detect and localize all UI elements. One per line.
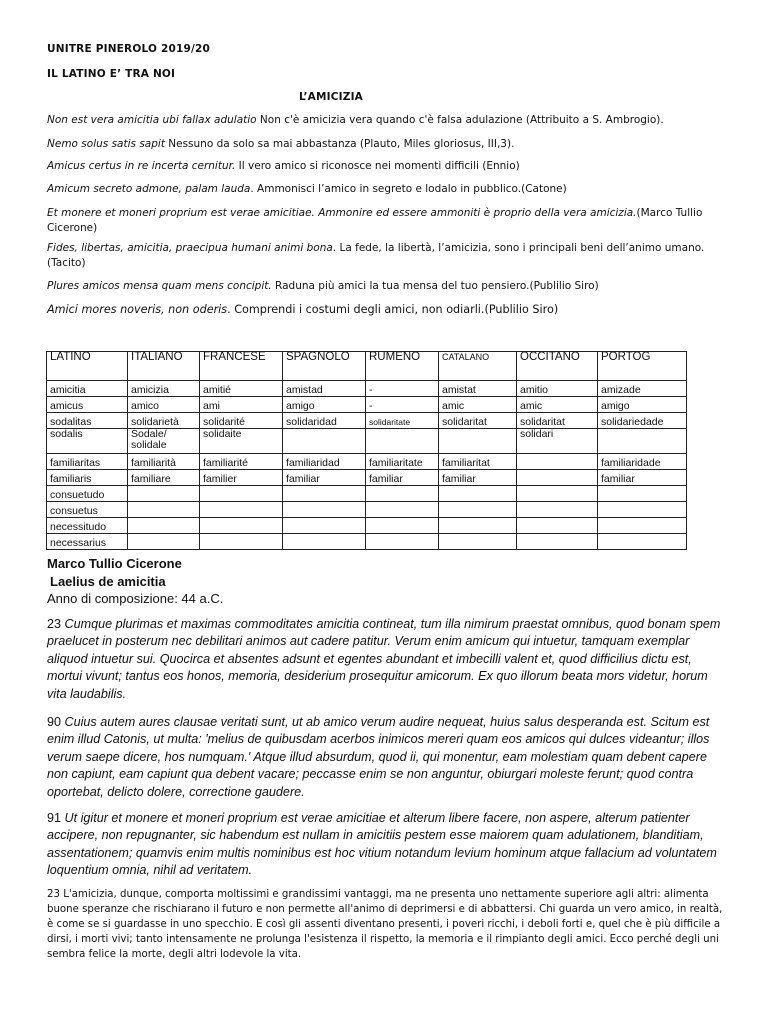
series-title: IL LATINO E’ TRA NOI <box>47 68 176 80</box>
course-header: UNITRE PINEROLO 2019/20 <box>47 43 211 55</box>
table-cell <box>517 518 598 534</box>
quote-translation: . Ammonisci l’amico in segreto e lodalo in pubblico.(Catone) <box>250 183 567 195</box>
table-cell: amicus <box>47 397 128 413</box>
passage-number: 91 <box>47 811 62 825</box>
quote-translation: Il vero amico si riconosce nei momenti difficili (Ennio) <box>235 160 520 172</box>
table-cell <box>366 534 439 550</box>
table-cell: solidari <box>517 429 598 454</box>
table-cell <box>366 502 439 518</box>
table-cell: familiar <box>283 470 366 486</box>
table-row <box>47 413 687 429</box>
table-cell <box>598 429 687 454</box>
table-row <box>47 518 687 534</box>
table-cell: solidaite <box>200 429 283 454</box>
table-cell: necessarius <box>47 534 128 550</box>
table-cell: amitio <box>517 381 598 397</box>
quote-2 <box>47 137 737 152</box>
table-cell <box>200 534 283 550</box>
table-cell <box>283 486 366 502</box>
table-cell: amizade <box>598 381 687 397</box>
table-cell: sodalitas <box>47 413 128 429</box>
table-row <box>47 486 687 502</box>
table-cell <box>283 518 366 534</box>
table-cell <box>128 486 200 502</box>
table-cell: familiare <box>128 470 200 486</box>
quote-translation: (Marco Tullio Cicerone) <box>47 207 703 234</box>
table-cell <box>128 518 200 534</box>
passage-text: Cumque plurimas et maximas commoditates amicitia contineat, tum illa nimirum praestat omnibus, quod bonam spem praelucet in posterum nec debilitari animos aut cadere patitur. Verum enim amicum qui intuetur, tamquam exemplar aliquod intuetur sui. Quocirca et absentes adsunt et egentes abundant et imbecilli valent et, quod difficilius dictu est, mortui vivunt; tantus eos honos, memoria, desiderium prosequitur amicorum. Ex quo illorum beata mors videtur, horum vita laudabilis. <box>47 617 721 701</box>
table-cell: familiaritate <box>366 454 439 470</box>
quote-latin: Amici mores noveris, non oderis <box>47 303 228 316</box>
table-cell <box>283 502 366 518</box>
passage-text: Cuius autem aures clausae veritati sunt, ut ab amico verum audire nequeat, huius salus desperanda est. Scitum est enim illud Catonis, ut multa: 'melius de quibusdam acerbos inimicos mereri quam eos amicos qui dulces videantur; illos verum saepe dicere, hos numquam.' Atque illud absurdum, quod ii, qui monentur, eam molestiam quam debent capere non capiunt, eam capiunt qua debent vacare; peccasse enim se non anguntur, obiurgari moleste ferunt; quod contra oportebat, delicto dolere, correctione gaudere. <box>47 715 710 799</box>
col-header: RUMENO <box>366 352 439 381</box>
quote-6 <box>47 241 737 271</box>
table-cell: familiaritat <box>439 454 517 470</box>
quote-translation: Raduna più amici la tua mensa del tuo pensiero.(Publilio Siro) <box>271 280 599 292</box>
table-cell: necessitudo <box>47 518 128 534</box>
table-cell: consuetudo <box>47 486 128 502</box>
quote-3 <box>47 159 737 174</box>
table-cell: familiaridad <box>283 454 366 470</box>
table-cell: familier <box>200 470 283 486</box>
table-cell: amistat <box>439 381 517 397</box>
table-cell <box>439 429 517 454</box>
table-cell <box>598 518 687 534</box>
table-cell <box>517 470 598 486</box>
passage-23 <box>47 616 727 703</box>
table-cell: amic <box>517 397 598 413</box>
quote-latin: Plures amicos mensa quam mens concipit. <box>47 280 272 292</box>
table-cell: familiar <box>366 470 439 486</box>
quote-latin: Amicum secreto admone, palam lauda <box>47 183 251 195</box>
quote-latin: Non est vera amicitia ubi fallax adulatio <box>47 114 257 126</box>
table-cell: familiarità <box>128 454 200 470</box>
table-cell: familiar <box>439 470 517 486</box>
table-cell: amitié <box>200 381 283 397</box>
table-cell: familiar <box>598 470 687 486</box>
quote-7 <box>47 279 737 294</box>
quote-translation: Non c'è amicizia vera quando c'è falsa adulazione (Attribuito a S. Ambrogio). <box>256 114 664 126</box>
table-cell <box>366 429 439 454</box>
table-cell <box>366 486 439 502</box>
quote-latin: Nemo solus satis sapit <box>47 138 165 150</box>
table-header-row <box>47 352 687 381</box>
table-cell: familiaritas <box>47 454 128 470</box>
table-cell: consuetus <box>47 502 128 518</box>
table-row <box>47 397 687 413</box>
table-cell <box>128 534 200 550</box>
table-cell: ami <box>200 397 283 413</box>
table-cell <box>283 534 366 550</box>
table-cell: - <box>366 381 439 397</box>
col-header: SPAGNOLO <box>283 352 366 381</box>
table-cell <box>517 502 598 518</box>
table-cell <box>517 534 598 550</box>
table-row <box>47 502 687 518</box>
table-cell: solidaritate <box>366 413 439 429</box>
quote-4 <box>47 182 737 197</box>
table-row <box>47 429 687 454</box>
table-cell: - <box>366 397 439 413</box>
composition-year: Anno di composizione: 44 a.C. <box>47 591 224 606</box>
table-cell <box>200 502 283 518</box>
work-title: Laelius de amicitia <box>50 574 166 589</box>
quote-translation: Nessuno da solo sa mai abbastanza (Plauto, Miles gloriosus, III,3). <box>164 138 515 150</box>
table-cell: amigo <box>283 397 366 413</box>
table-cell <box>598 502 687 518</box>
col-header: FRANCESE <box>200 352 283 381</box>
passage-text: Ut igitur et monere et moneri proprium est verae amicitiae et alterum libere facere, non aspere, alterum patienter accipere, non repugnanter, sic habendum est nullam in amicitiis pestem esse maiorem quam adulationem, blanditiam, assentationem; quamvis enim multis nominibus est hoc vitium notandum levium hominum atque fallacium ad voluntatem loquentium omnia, nihil ad veritatem. <box>47 811 717 878</box>
table-row <box>47 534 687 550</box>
table-cell: familiaris <box>47 470 128 486</box>
table-cell: Sodale/ solidale <box>128 429 200 454</box>
italian-translation: 23 L'amicizia, dunque, comporta moltissimi e grandissimi vantaggi, ma ne presenta uno nettamente superiore agli altri: alimenta buone speranze che rischiarano il futuro e non permette all'animo di deprimersi e di abbattersi. Chi guarda un vero amico, in realtà, è come se si guardasse in uno specchio. E così gli assenti diventano presenti, i poveri ricchi, i deboli forti e, quel che è più difficile a dirsi, i morti vivi; tanto intensamente ne prolunga l'esistenza il rispetto, la memoria e il rimpianto degli amici. Ecco perché degli uni sembra felice la morte, degli altri lodevole la vita. <box>47 889 723 960</box>
quote-1 <box>47 113 737 128</box>
table-cell: sodalis <box>47 429 128 454</box>
vocabulary-table <box>46 351 687 550</box>
table-cell: solidariedade <box>598 413 687 429</box>
table-cell: familiaridade <box>598 454 687 470</box>
table-cell <box>517 486 598 502</box>
quote-5 <box>47 206 737 236</box>
passage-number: 90 <box>47 715 62 729</box>
table-cell: amicitia <box>47 381 128 397</box>
table-cell <box>598 534 687 550</box>
table-cell: solidarité <box>200 413 283 429</box>
col-header: OCCITANO <box>517 352 598 381</box>
col-header: LATINO <box>47 352 128 381</box>
passage-90 <box>47 714 727 801</box>
table-cell <box>517 454 598 470</box>
quote-latin: Fides, libertas, amicitia, praecipua humani animi bona <box>47 242 333 254</box>
table-cell: amicizia <box>128 381 200 397</box>
table-cell: solidaritat <box>517 413 598 429</box>
quote-translation: . Comprendi i costumi degli amici, non odiarli.(Publilio Siro) <box>227 303 559 316</box>
table-cell: solidarietà <box>128 413 200 429</box>
table-cell: amistad <box>283 381 366 397</box>
table-cell <box>598 486 687 502</box>
page-title: L’AMICIZIA <box>299 91 364 103</box>
col-header: ITALIANO <box>128 352 200 381</box>
table-cell <box>439 534 517 550</box>
table-row <box>47 381 687 397</box>
col-header: PORTOG <box>598 352 687 381</box>
quote-latin: Et monere et moneri proprium est verae amicitiae. Ammonire ed essere ammoniti è proprio della vera amicizia. <box>47 207 637 219</box>
passage-number: 23 <box>47 617 62 631</box>
table-cell <box>439 518 517 534</box>
table-row <box>47 454 687 470</box>
table-cell <box>439 486 517 502</box>
passage-91 <box>47 810 727 880</box>
table-cell: amico <box>128 397 200 413</box>
table-cell: solidaridad <box>283 413 366 429</box>
table-cell <box>200 518 283 534</box>
table-cell: familiarité <box>200 454 283 470</box>
table-cell: amic <box>439 397 517 413</box>
quote-translation: . La fede, la libertà, l’amicizia, sono i principali beni dell’animo umano.(Tacito) <box>47 242 705 269</box>
table-cell: solidaritat <box>439 413 517 429</box>
table-cell <box>439 502 517 518</box>
table-row <box>47 470 687 486</box>
quote-8 <box>47 302 737 317</box>
col-header: CATALANO <box>439 352 517 381</box>
author-name: Marco Tullio Cicerone <box>47 556 182 571</box>
table-cell <box>283 429 366 454</box>
table-cell <box>128 502 200 518</box>
table-cell: amigo <box>598 397 687 413</box>
table-cell <box>366 518 439 534</box>
quote-latin: Amicus certus in re incerta cernitur. <box>47 160 236 172</box>
table-cell <box>200 486 283 502</box>
